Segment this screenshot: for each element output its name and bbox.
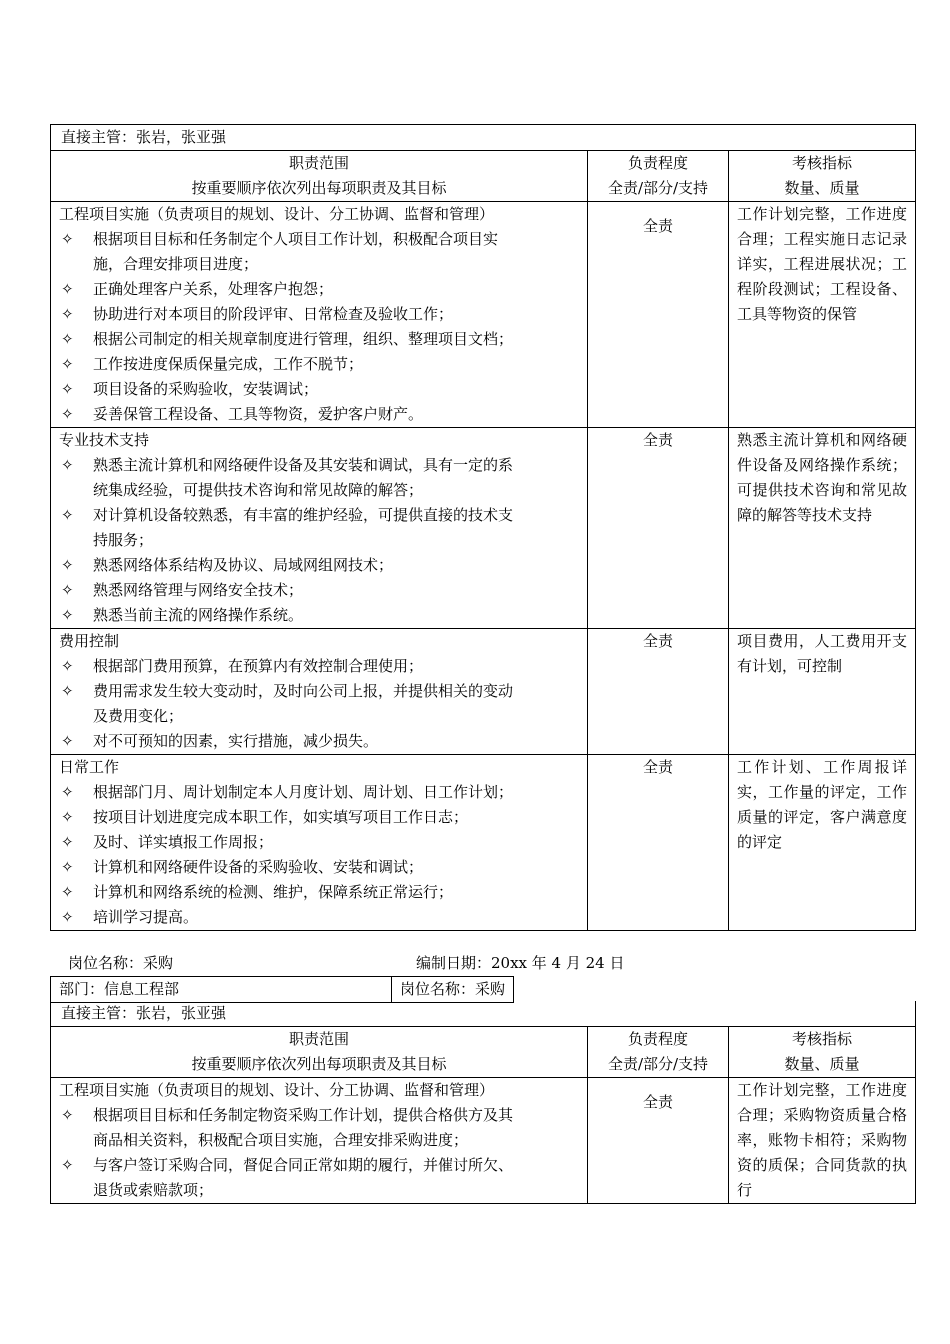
kpi-text: 熟悉主流计算机和网络硬件设备及网络操作系统；可提供技术咨询和常见故障的解答等技术支持 [737, 431, 907, 524]
table-row [51, 202, 916, 428]
list-item: ✧ 根据公司制定的相关规章制度进行管理，组织、整理项目文档； [59, 327, 579, 352]
kpi-text: 项目费用，人工费用开支有计划，可控制 [737, 632, 907, 675]
list-item: ✧ 对计算机设备较熟悉，有丰富的维护经验，可提供直接的技术支 持服务； [59, 503, 579, 553]
diamond-bullet-icon: ✧ [61, 908, 74, 926]
supervisor-cell [51, 1001, 916, 1027]
kpi-header: 考核指标 数量、质量 [729, 1027, 916, 1078]
table-header-row [51, 1027, 916, 1078]
supervisor-text: 直接主管：张岩，张亚强 [61, 1004, 227, 1022]
table-header-row [51, 151, 916, 202]
duty-title: 日常工作 [59, 758, 120, 776]
scope-header: 职责范围 按重要顺序依次列出每项职责及其目标 [51, 1027, 588, 1078]
responsibility-value: 全责 [642, 217, 673, 235]
diamond-bullet-icon: ✧ [61, 833, 74, 851]
table-row [51, 1078, 916, 1204]
scope-cell [51, 202, 588, 428]
kpi-cell [729, 1078, 916, 1204]
responsibility-cell [588, 202, 729, 428]
responsibility-value: 全责 [642, 431, 673, 449]
supervisor-cell [51, 125, 916, 151]
list-item: ✧ 及时、详实填报工作周报； [59, 830, 579, 855]
diamond-bullet-icon: ✧ [61, 1156, 74, 1174]
compile-date: 编制日期：20xx 年 4 月 24 日 [416, 954, 625, 972]
list-item: ✧ 计算机和网络硬件设备的采购验收、安装和调试； [59, 855, 579, 880]
diamond-bullet-icon: ✧ [61, 606, 74, 624]
position-name: 岗位名称：采购 [68, 954, 174, 972]
position-text: 岗位名称：采购 [400, 980, 506, 998]
diamond-bullet-icon: ✧ [61, 330, 74, 348]
kpi-text: 工作计划完整，工作进度合理；工程实施日志记录详实，工程进展状况；工程阶段测试；工程设备、工具等物资的保管 [737, 205, 907, 323]
diamond-bullet-icon: ✧ [61, 456, 74, 474]
duty-table-1 [50, 124, 916, 931]
responsibility-cell [588, 755, 729, 931]
duty-title: 费用控制 [59, 632, 120, 650]
diamond-bullet-icon: ✧ [61, 280, 74, 298]
kpi-cell [729, 755, 916, 931]
scope-cell [51, 755, 588, 931]
diamond-bullet-icon: ✧ [61, 380, 74, 398]
kpi-text: 工作计划完整，工作进度合理；采购物资质量合格率，账物卡相符；采购物资的质保；合同货款的执行 [737, 1081, 907, 1199]
list-item: ✧ 熟悉网络管理与网络安全技术； [59, 578, 579, 603]
diamond-bullet-icon: ✧ [61, 355, 74, 373]
department-cell [51, 977, 392, 1003]
list-item: ✧ 根据项目目标和任务制定物资采购工作计划，提供合格供方及其 商品相关资料，积极配合项目实施，合理安排采购进度； [59, 1103, 579, 1153]
responsibility-value: 全责 [642, 758, 673, 776]
diamond-bullet-icon: ✧ [61, 581, 74, 599]
list-item: ✧ 按项目计划进度完成本职工作，如实填写项目工作日志； [59, 805, 579, 830]
responsibility-cell [588, 1078, 729, 1204]
list-item: ✧ 培训学习提高。 [59, 905, 579, 930]
table-row [51, 629, 916, 755]
scope-header: 职责范围 按重要顺序依次列出每项职责及其目标 [51, 151, 588, 202]
responsibility-value: 全责 [642, 632, 673, 650]
position-cell [392, 977, 514, 1003]
supervisor-text: 直接主管：张岩，张亚强 [61, 128, 227, 146]
diamond-bullet-icon: ✧ [61, 305, 74, 323]
document-meta [68, 951, 888, 976]
diamond-bullet-icon: ✧ [61, 230, 74, 248]
kpi-cell [729, 202, 916, 428]
scope-cell [51, 629, 588, 755]
list-item: ✧ 与客户签订采购合同，督促合同正常如期的履行，并催讨所欠、 退货或索赔款项； [59, 1153, 579, 1203]
list-item: ✧ 根据部门月、周计划制定本人月度计划、周计划、日工作计划； [59, 780, 579, 805]
duty-table-2-body [50, 1001, 916, 1204]
list-item: ✧ 根据项目目标和任务制定个人项目工作计划，积极配合项目实 施，合理安排项目进度； [59, 227, 579, 277]
list-item: ✧ 正确处理客户关系，处理客户抱怨； [59, 277, 579, 302]
diamond-bullet-icon: ✧ [61, 783, 74, 801]
diamond-bullet-icon: ✧ [61, 556, 74, 574]
duty-title: 工程项目实施（负责项目的规划、设计、分工协调、监督和管理） [59, 1081, 495, 1099]
list-item: ✧ 计算机和网络系统的检测、维护，保障系统正常运行； [59, 880, 579, 905]
duty-title: 专业技术支持 [59, 431, 150, 449]
responsibility-cell [588, 629, 729, 755]
responsibility-value: 全责 [642, 1093, 673, 1111]
degree-header: 负责程度 全责/部分/支持 [588, 151, 729, 202]
duty-title: 工程项目实施（负责项目的规划、设计、分工协调、监督和管理） [59, 205, 495, 223]
responsibility-cell [588, 428, 729, 629]
list-item: ✧ 熟悉主流计算机和网络硬件设备及其安装和调试，具有一定的系 统集成经验，可提供技术咨询和常见故障的解答； [59, 453, 579, 503]
table-row [51, 428, 916, 629]
diamond-bullet-icon: ✧ [61, 405, 74, 423]
list-item: ✧ 根据部门费用预算，在预算内有效控制合理使用； [59, 654, 579, 679]
list-item: ✧ 对不可预知的因素，实行措施，减少损失。 [59, 729, 579, 754]
list-item: ✧ 工作按进度保质保量完成，工作不脱节； [59, 352, 579, 377]
diamond-bullet-icon: ✧ [61, 657, 74, 675]
duty-table-2 [50, 976, 514, 1003]
diamond-bullet-icon: ✧ [61, 1106, 74, 1124]
table-row [51, 755, 916, 931]
kpi-text: 工作计划、工作周报详实，工作量的评定，工作质量的评定，客户满意度的评定 [737, 758, 907, 851]
diamond-bullet-icon: ✧ [61, 808, 74, 826]
diamond-bullet-icon: ✧ [61, 506, 74, 524]
diamond-bullet-icon: ✧ [61, 682, 74, 700]
scope-cell [51, 428, 588, 629]
diamond-bullet-icon: ✧ [61, 732, 74, 750]
list-item: ✧ 费用需求发生较大变动时，及时向公司上报，并提供相关的变动 及费用变化； [59, 679, 579, 729]
list-item: ✧ 熟悉当前主流的网络操作系统。 [59, 603, 579, 628]
list-item: ✧ 熟悉网络体系结构及协议、局域网组网技术； [59, 553, 579, 578]
kpi-cell [729, 428, 916, 629]
diamond-bullet-icon: ✧ [61, 858, 74, 876]
scope-cell [51, 1078, 588, 1204]
kpi-header: 考核指标 数量、质量 [729, 151, 916, 202]
diamond-bullet-icon: ✧ [61, 883, 74, 901]
list-item: ✧ 协助进行对本项目的阶段评审、日常检查及验收工作； [59, 302, 579, 327]
kpi-cell [729, 629, 916, 755]
list-item: ✧ 妥善保管工程设备、工具等物资，爱护客户财产。 [59, 402, 579, 427]
department-text: 部门：信息工程部 [59, 980, 180, 998]
degree-header: 负责程度 全责/部分/支持 [588, 1027, 729, 1078]
list-item: ✧ 项目设备的采购验收，安装调试； [59, 377, 579, 402]
